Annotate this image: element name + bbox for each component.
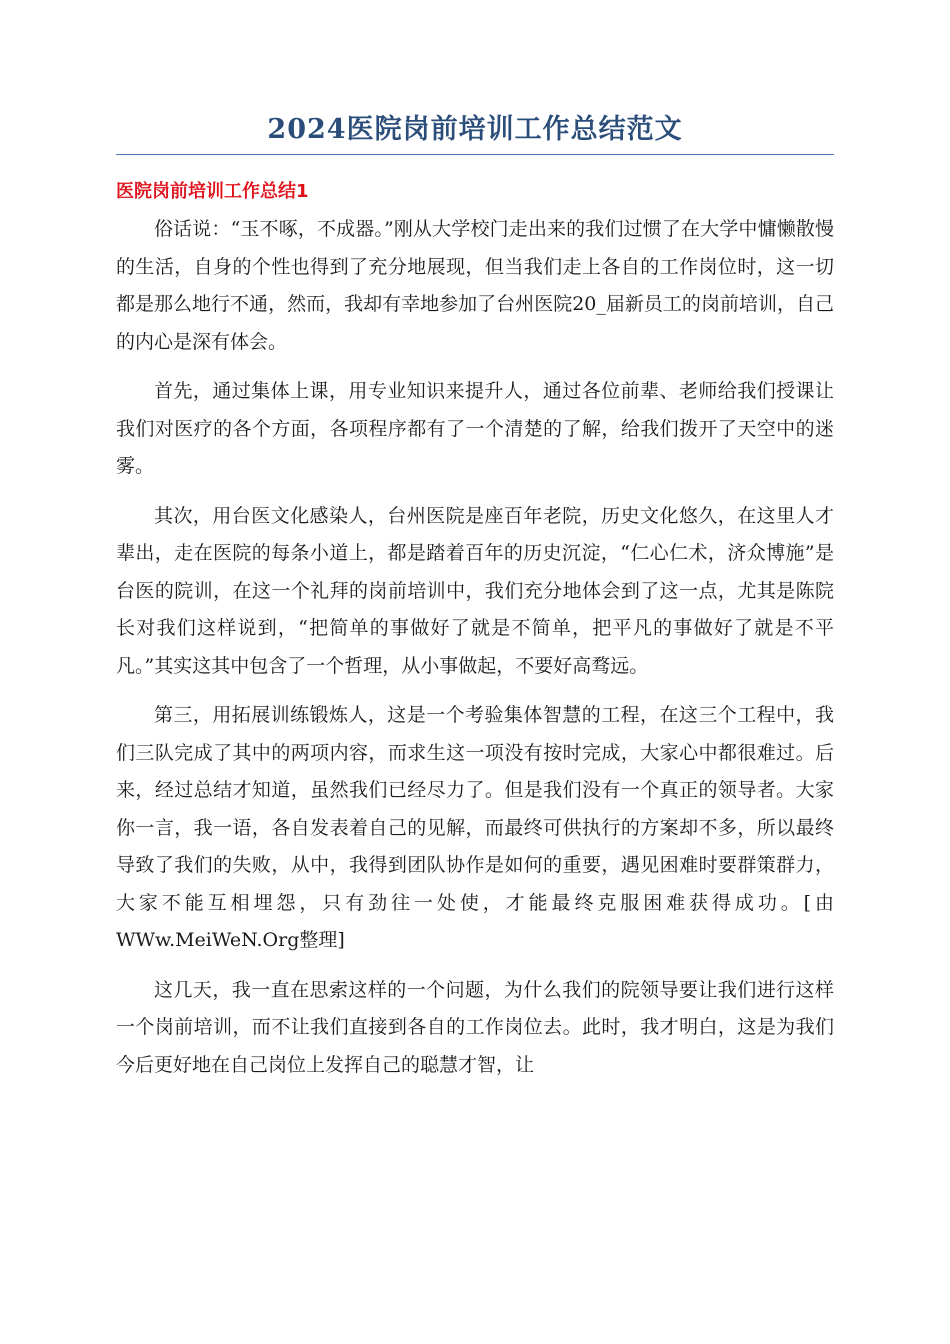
document-page <box>116 110 834 1084</box>
paragraph-3: 其次，用台医文化感染人，台州医院是座百年老院，历史文化悠久，在这里人才辈出，走在医院的每条小道上，都是踏着百年的历史沉淀，“仁心仁术，济众博施”是台医的院训，在这一个礼拜的岗前培训中，我们充分地体会到了这一点，尤其是陈院长对我们这样说到，“把简单的事做好了就是不简单，把平凡的事做好了就是不平凡。”其实这其中包含了一个哲理，从小事做起，不要好高骛远。 <box>116 504 834 677</box>
paragraph-5: 这几天，我一直在思索这样的一个问题，为什么我们的院领导要让我们进行这样一个岗前培训，而不让我们直接到各自的工作岗位去。此时，我才明白，这是为我们今后更好地在自己岗位上发挥自己的聪慧才智，让 <box>116 978 834 1076</box>
section-heading: 医院岗前培训工作总结1 <box>116 181 309 202</box>
paragraph-4: 第三，用拓展训练锻炼人，这是一个考验集体智慧的工程，在这三个工程中，我们三队完成了其中的两项内容，而求生这一项没有按时完成，大家心中都很难过。后来，经过总结才知道，虽然我们已经尽力了。但是我们没有一个真正的领导者。大家你一言，我一语，各自发表着自己的见解，而最终可供执行的方案却不多，所以最终导致了我们的失败，从中，我得到团队协作是如何的重要，遇见困难时要群策群力，大家不能互相埋怨，只有劲往一处使，才能最终克服困难获得成功。[由WWw.MeiWeN.Org整理] <box>116 704 834 951</box>
paragraph-1: 俗话说：“玉不啄，不成器。”刚从大学校门走出来的我们过惯了在大学中慵懒散慢的生活，自身的个性也得到了充分地展现，但当我们走上各自的工作岗位时，这一切都是那么地行不通，然而，我却有幸地参加了台州医院20_届新员工的岗前培训，自己的内心是深有体会。 <box>116 218 834 353</box>
title-underline <box>116 154 834 155</box>
paragraph-2: 首先，通过集体上课，用专业知识来提升人，通过各位前辈、老师给我们授课让我们对医疗的各个方面，各项程序都有了一个清楚的了解，给我们拨开了天空中的迷雾。 <box>116 380 834 477</box>
document-title: 2024医院岗前培训工作总结范文 <box>267 114 683 145</box>
